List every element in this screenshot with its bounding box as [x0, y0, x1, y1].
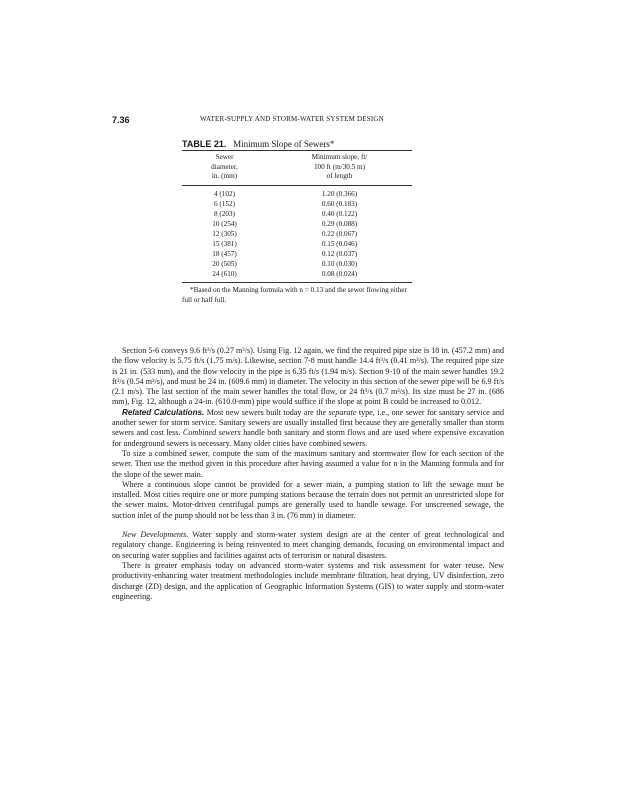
table-row: 24 (610) 0.08 (0.024) [182, 269, 412, 283]
paragraph-related-calculations: Related Calculations. Most new sewers built today are the separate type, i.e., one sewer for sanitary service and another sewer for storm service. Sanitary sewers are usually installed first because they are generally smaller than storm sewers and cost less. Combined sewers handle both sanitary and storm flows and are used where expensive excavation for underground sewers is necessary. Many older cities have combined sewers. [112, 407, 505, 448]
table-row: 4 (102) 1.20 (0.366) [214, 189, 358, 198]
table-row: 10 (254) 0.29 (0.088) [212, 219, 358, 228]
table-title: Minimum Slope of Sewers* [233, 139, 335, 149]
table-caption [182, 139, 334, 149]
heading-related-calculations: Related Calculations. [122, 407, 205, 417]
table-header-row [182, 151, 412, 186]
table-row: 6 (152) 0.60 (0.183) [214, 199, 358, 208]
table-row: 12 (305) 0.22 (0.067) [212, 229, 358, 238]
running-head: WATER-SUPPLY AND STORM-WATER SYSTEM DESIGN [200, 115, 384, 123]
table-row: 15 (381) 0.15 (0.046) [212, 239, 358, 248]
table-row: 20 (505) 0.10 (0.030) [212, 259, 358, 268]
col-header-diameter: Sewer diameter, in. (mm) [182, 151, 267, 186]
table-footnote: *Based on the Manning formula with n = 0.13 and the sewer flowing either full or half full. [182, 286, 407, 304]
page-number: 7.36 [112, 115, 130, 125]
heading-new-developments: New Developments. [122, 530, 189, 540]
paragraph-storm-water-emphasis: There is greater emphasis today on advanced storm-water systems and risk assessment for water reuse. New productivity-enhancing water treatment methodologies include membrane filtration, heat drying, UV disinfection, zero discharge (ZD) design, and the application of Geographic Information Systems (GIS) to water supply and storm-water engineering. [112, 560, 504, 601]
table-row: 8 (203) 0.40 (0.122) [214, 209, 358, 218]
paragraph-pumping-station: Where a continuous slope cannot be provided for a sewer main, a pumping station to lift the sewage must be installed. Most cities require one or more pumping stations because the terrain does not permit an unrestricted slope for the sewer mains. Motor-driven centrifugal pumps are generally used to handle sewage. For unscreened sewage, the suction inlet of the pump should not be less than 3 in. (76 mm) in diameter. [112, 479, 504, 520]
col-header-slope: Minimum slope, ft/ 100 ft (m/30.5 m) of length [267, 151, 412, 186]
page-header [112, 115, 504, 129]
paragraph-combined-sewer: To size a combined sewer, compute the sum of the maximum sanitary and stormwater flow for each section of the sewer. Then use the method given in this procedure after having assumed a value for n in the Manning formula and for the slope of the sewer main. [112, 448, 504, 479]
paragraph-section-flows: Section 5-6 conveys 9.6 ft³/s (0.27 m³/s). Using Fig. 12 again, we find the required pipe size is 18 in. (457.2 mm) and the flow velocity is 5.75 ft/s (1.75 m/s). Likewise, section 7-8 must handle 14.4 ft³/s (0.41 m³/s). The required pipe size is 21 in. (533 mm), and the flow velocity in the pipe is 6.35 ft/s (1.94 m/s). Section 9-10 of the main sewer handles 19.2 ft³/s (0.54 m³/s), and must be 24 in. (609.6 mm) in diameter. The velocity in this section of the sewer pipe will be 6.9 ft/s (2.1 m/s). The last section of the main sewer handles the total flow, or 24 ft³/s (0.7 m³/s). Its size must be 27 in. (686 mm), Fig. 12, although a 24-in. (610.0-mm) pipe would suffice if the slope at point B could be increased to 0.012. [112, 346, 504, 407]
body-text [112, 346, 504, 602]
sewer-slope-table [182, 150, 412, 283]
table-row: 18 (457) 0.12 (0.037) [212, 249, 358, 258]
table-label: TABLE 21. [182, 139, 227, 149]
paragraph-new-developments: New Developments. Water supply and storm-water system design are at the center of great technological and regulatory change. Engineering is being reinvented to meet changing demands, focusing on environmental impact and on securing water supplies and facilities against acts of terrorism or natural disasters. [112, 530, 504, 560]
